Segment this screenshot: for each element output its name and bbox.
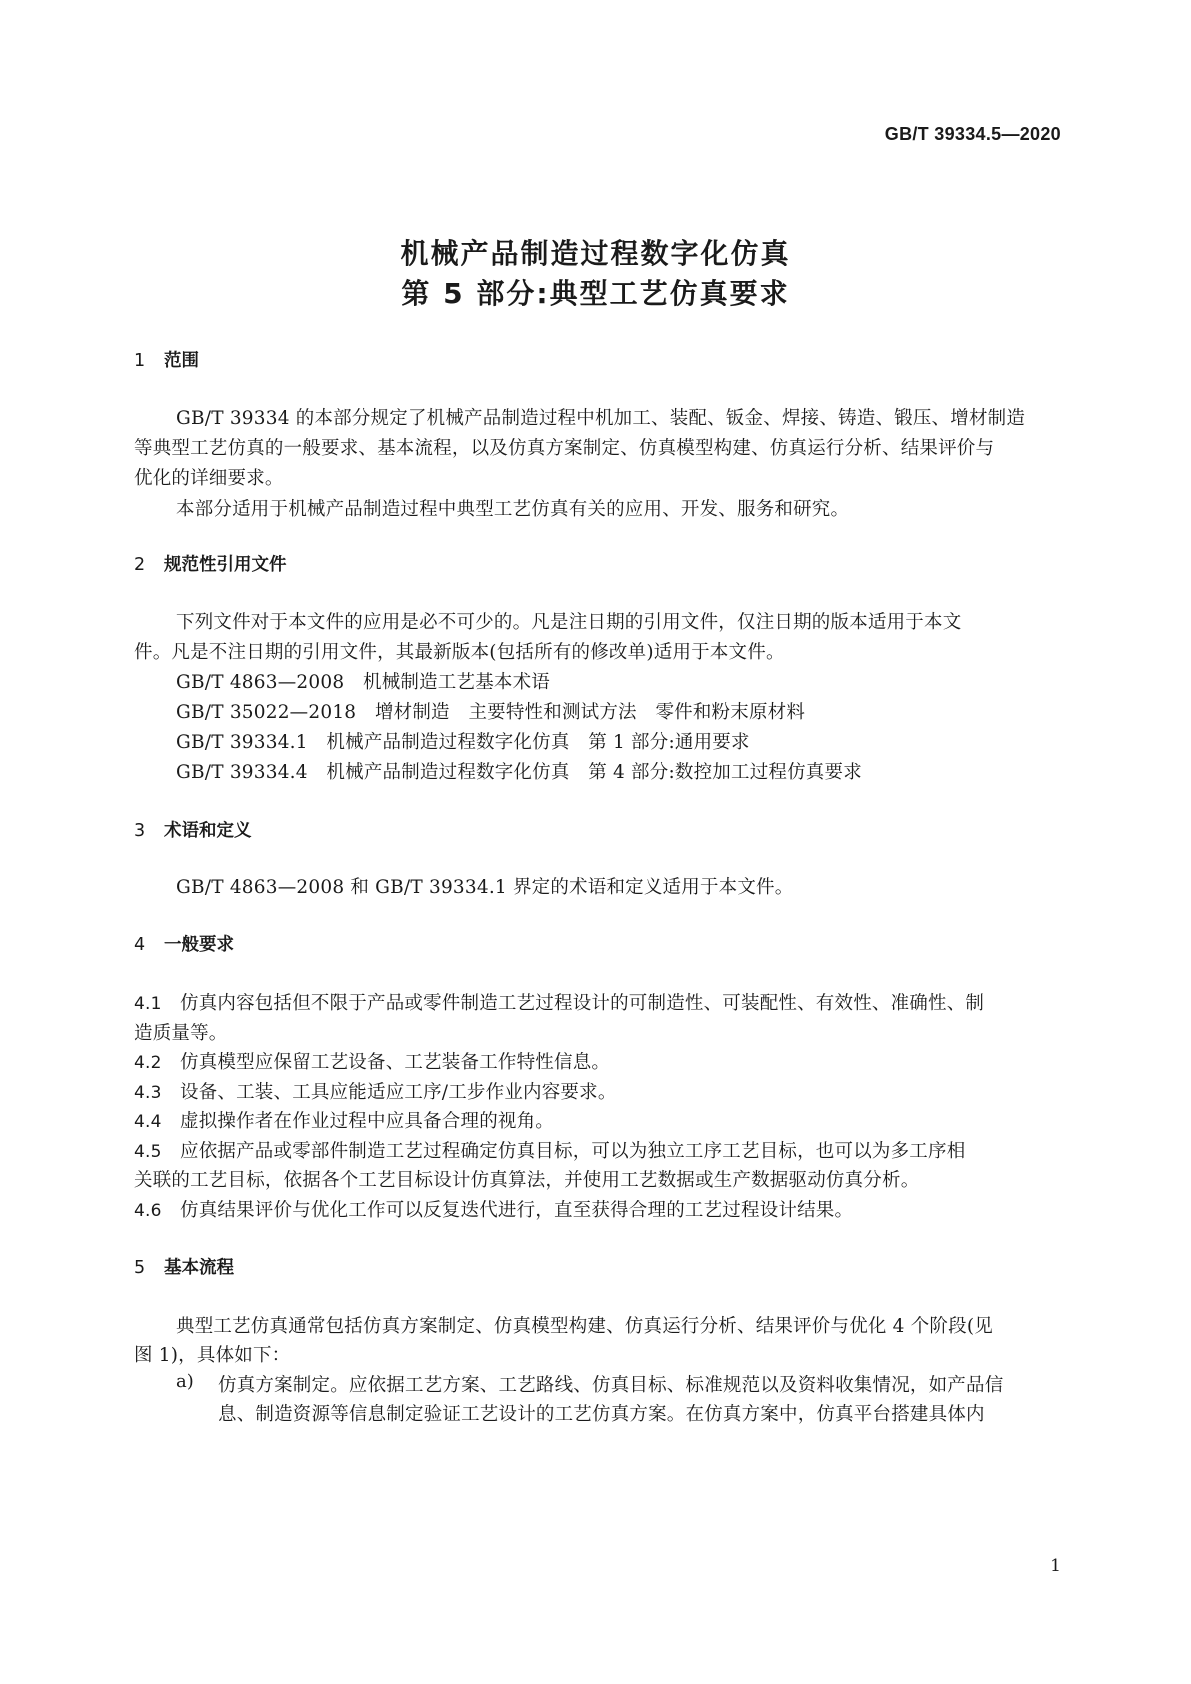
- clause-number: 4.1: [134, 994, 162, 1014]
- clause-4-2: [134, 1048, 610, 1074]
- clause-4-3: [134, 1078, 617, 1104]
- references-paragraph-line: 件。凡是不注日期的引用文件，其最新版本(包括所有的修改单)适用于本文件。: [134, 642, 785, 663]
- clause-4-5: [134, 1137, 965, 1163]
- section-heading-scope: [134, 347, 199, 372]
- scope-paragraph-line: 本部分适用于机械产品制造过程中典型工艺仿真有关的应用、开发、服务和研究。: [176, 499, 850, 520]
- section-heading-terms-definitions: [134, 817, 252, 842]
- page-number: 1: [1050, 1556, 1061, 1576]
- clause-text: 仿真结果评价与优化工作可以反复迭代进行，直至获得合理的工艺过程设计结果。: [180, 1200, 854, 1221]
- clause-text: 仿真内容包括但不限于产品或零件制造工艺过程设计的可制造性、可装配性、有效性、准确性、制: [180, 993, 985, 1014]
- section-number: 2: [134, 555, 146, 575]
- section-heading-basic-process: [134, 1254, 234, 1279]
- section-title: 术语和定义: [164, 821, 252, 841]
- reference-item: GB/T 4863—2008 机械制造工艺基本术语: [176, 672, 550, 693]
- section-title: 规范性引用文件: [164, 555, 287, 575]
- standard-code: GB/T 39334.5—2020: [884, 124, 1061, 144]
- document-title-line1: 机械产品制造过程数字化仿真: [400, 237, 791, 270]
- terms-paragraph-line: GB/T 4863—2008 和 GB/T 39334.1 界定的术语和定义适用于本文件。: [176, 877, 794, 898]
- list-item-a-line: 息、制造资源等信息制定验证工艺设计的工艺仿真方案。在仿真方案中，仿真平台搭建具体内: [218, 1404, 985, 1425]
- clause-number: 4.2: [134, 1053, 162, 1073]
- section-heading-general-requirements: [134, 931, 234, 956]
- clause-4-1: [134, 989, 984, 1015]
- section-title: 基本流程: [164, 1258, 234, 1278]
- clause-text: 设备、工装、工具应能适应工序/工步作业内容要求。: [180, 1082, 617, 1103]
- clause-4-6: [134, 1196, 853, 1222]
- clause-text: 虚拟操作者在作业过程中应具备合理的视角。: [180, 1111, 555, 1132]
- section-heading-normative-references: [134, 551, 287, 576]
- list-marker-a: a): [176, 1371, 194, 1392]
- section-number: 3: [134, 821, 146, 841]
- scope-paragraph-line: 优化的详细要求。: [134, 468, 284, 489]
- reference-item: GB/T 35022—2018 增材制造 主要特性和测试方法 零件和粉末原材料: [176, 702, 806, 723]
- clause-4-4: [134, 1107, 554, 1133]
- clause-number: 4.5: [134, 1142, 162, 1162]
- clause-4-1-continuation: 造质量等。: [134, 1023, 228, 1044]
- section-number: 5: [134, 1258, 146, 1278]
- clause-4-5-continuation: 关联的工艺目标，依据各个工艺目标设计仿真算法，并使用工艺数据或生产数据驱动仿真分析。: [134, 1170, 920, 1191]
- scope-paragraph-line: GB/T 39334 的本部分规定了机械产品制造过程中机加工、装配、钣金、焊接、铸造、锻压、增材制造: [176, 408, 1026, 429]
- clause-number: 4.4: [134, 1112, 162, 1132]
- clause-text: 应依据产品或零部件制造工艺过程确定仿真目标，可以为独立工序工艺目标，也可以为多工序相: [180, 1141, 966, 1162]
- process-paragraph-line: 典型工艺仿真通常包括仿真方案制定、仿真模型构建、仿真运行分析、结果评价与优化 4 个阶段(见: [176, 1316, 993, 1337]
- process-paragraph-line: 图 1)，具体如下：: [134, 1345, 291, 1366]
- clause-number: 4.3: [134, 1083, 162, 1103]
- scope-paragraph-line: 等典型工艺仿真的一般要求、基本流程，以及仿真方案制定、仿真模型构建、仿真运行分析、结果评价与: [134, 438, 995, 459]
- section-number: 4: [134, 935, 146, 955]
- document-title-line2: 第 5 部分:典型工艺仿真要求: [401, 277, 790, 310]
- clause-number: 4.6: [134, 1201, 162, 1221]
- list-item-a-line: 仿真方案制定。应依据工艺方案、工艺路线、仿真目标、标准规范以及资料收集情况，如产品信: [218, 1375, 1004, 1396]
- clause-text: 仿真模型应保留工艺设备、工艺装备工作特性信息。: [180, 1052, 611, 1073]
- section-title: 一般要求: [164, 935, 234, 955]
- section-title: 范围: [164, 351, 199, 371]
- section-number: 1: [134, 351, 146, 371]
- reference-item: GB/T 39334.1 机械产品制造过程数字化仿真 第 1 部分:通用要求: [176, 732, 750, 753]
- references-paragraph-line: 下列文件对于本文件的应用是必不可少的。凡是注日期的引用文件，仅注日期的版本适用于本文: [176, 612, 962, 633]
- reference-item: GB/T 39334.4 机械产品制造过程数字化仿真 第 4 部分:数控加工过程仿真要求: [176, 762, 862, 783]
